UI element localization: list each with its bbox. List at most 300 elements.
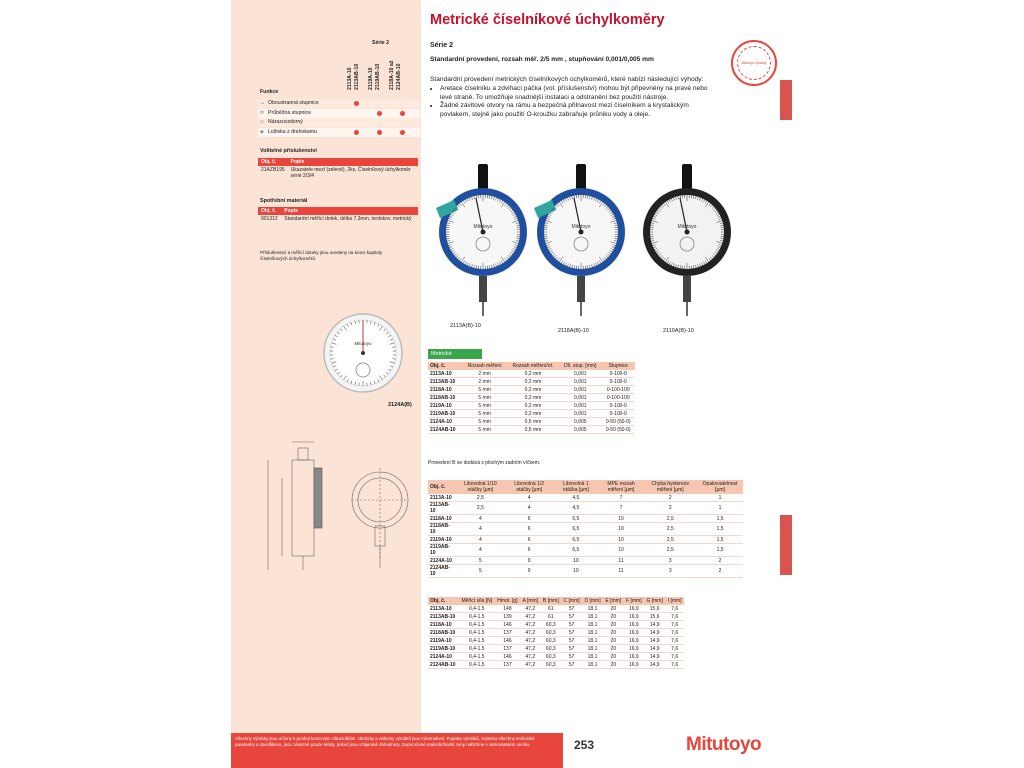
table-row xyxy=(428,653,684,661)
table-cell: 10 xyxy=(599,536,644,544)
table-cell: 9 xyxy=(505,557,553,565)
table-cell: 14,9 xyxy=(644,637,665,645)
table-cell: 5 mm xyxy=(463,386,507,394)
table-cell: 16,9 xyxy=(624,637,644,645)
table-cell: 10 xyxy=(553,557,598,565)
table-cell: 0,4-1,5 xyxy=(459,613,495,621)
table-cell: 14,9 xyxy=(644,629,665,637)
funkce-row xyxy=(258,109,420,118)
table-cell: 2113A-10 xyxy=(428,494,456,502)
photo-caption: 2118A(B)-10 xyxy=(558,328,589,334)
table-header: Stupnice xyxy=(601,362,635,370)
table-cell: 7,6 xyxy=(665,661,684,669)
feature-dot xyxy=(377,111,382,116)
table-cell: 7 xyxy=(599,494,644,502)
table-header: Rozsah měření xyxy=(463,362,507,370)
table-cell: 2 xyxy=(643,494,697,502)
table-cell: 0,2 mm xyxy=(507,386,559,394)
table-cell: 10 xyxy=(599,544,644,557)
table-cell: 7,6 xyxy=(665,637,684,645)
feature-item: • Žádné závitové otvory na rámu a bezpečná přilnavost mezi číselníkem a krystalickým povlakem, stejně jako použití O-kroužku zabraňuje průniku vody a oleje. xyxy=(440,102,720,120)
funkce-label: Ložiska z drahokamu xyxy=(268,128,318,135)
table-cell: 5 mm xyxy=(463,418,507,426)
funkce-label: Oboustranná stupnice xyxy=(268,100,319,106)
obj-cell: 901312 xyxy=(261,216,278,222)
table-cell: 5 mm xyxy=(463,410,507,418)
table-cell: 6 xyxy=(505,536,553,544)
table-cell: 2118A-10 xyxy=(428,386,463,394)
table-cell: 20 xyxy=(603,645,624,653)
table-cell: 0,001 xyxy=(559,410,601,418)
table-cell: 2119A-10 xyxy=(428,402,463,410)
table-cell: 1,5 xyxy=(697,536,743,544)
table-cell: 2113AB-10 xyxy=(428,613,459,621)
table-cell: 18,1 xyxy=(582,637,603,645)
table-cell: 4,5 xyxy=(553,502,598,515)
table-cell: 47,2 xyxy=(520,661,540,669)
table-cell: 57 xyxy=(561,629,582,637)
dimensions-table xyxy=(428,597,684,669)
col-obj-header: Obj. č. xyxy=(258,207,281,215)
table-cell: 2119AB-10 xyxy=(428,645,459,653)
table-cell: 47,2 xyxy=(520,613,540,621)
table-cell: 20 xyxy=(603,661,624,669)
table-cell: 5 mm xyxy=(463,402,507,410)
table-cell: 2,5 xyxy=(643,523,697,536)
dimension-drawing xyxy=(262,438,412,578)
table-cell: 2119AB-10 xyxy=(428,544,456,557)
table-cell: 20 xyxy=(603,637,624,645)
table-header: F [mm] xyxy=(624,597,644,605)
funkce-row xyxy=(258,118,420,127)
table-cell: 60,3 xyxy=(540,653,561,661)
table-cell: 2124AB-10 xyxy=(428,565,456,578)
table-cell: 1,5 xyxy=(697,544,743,557)
table-cell: 0,4-1,5 xyxy=(459,661,495,669)
model-col-header: 2119A-10 2119AB-10 xyxy=(368,63,381,90)
table-cell: 18,1 xyxy=(582,661,603,669)
table-row xyxy=(258,215,418,223)
table-cell: 18,1 xyxy=(582,621,603,629)
table-cell: 0-100-0 xyxy=(601,378,635,386)
table-cell: 0,4-1,5 xyxy=(459,621,495,629)
left-series-header: Série 2 xyxy=(372,40,390,46)
table-cell: 0,4-1,5 xyxy=(459,645,495,653)
table-cell: 6 xyxy=(505,515,553,523)
table-cell: 10 xyxy=(553,565,598,578)
table-cell: 2119A-10 xyxy=(428,637,459,645)
model-col-header: 2113A-10 2113AB-10 xyxy=(347,63,360,90)
table-row xyxy=(428,613,684,621)
table-cell: 2118AB-10 xyxy=(428,523,456,536)
table-row xyxy=(428,565,743,578)
table-cell: 7,6 xyxy=(665,621,684,629)
table-row xyxy=(258,166,418,180)
table-cell: 0-50 (50-0) xyxy=(601,418,635,426)
table-cell: 4,5 xyxy=(553,494,598,502)
table-row xyxy=(428,502,743,515)
table-cell: 60,3 xyxy=(540,661,561,669)
table-cell: 18,1 xyxy=(582,613,603,621)
table-header: G [mm] xyxy=(644,597,665,605)
table-cell: 2113A-10 xyxy=(428,605,459,613)
table-row xyxy=(428,544,743,557)
feature-dot xyxy=(400,111,405,116)
table-cell: 4 xyxy=(456,523,506,536)
table-cell: 146 xyxy=(495,621,520,629)
col-popis-header: Popis xyxy=(281,207,418,215)
table-cell: 0-100-0 xyxy=(601,402,635,410)
table-cell: 148 xyxy=(495,605,520,613)
table-header: C [mm] xyxy=(561,597,582,605)
table-cell: 57 xyxy=(561,605,582,613)
table-cell: 47,2 xyxy=(520,637,540,645)
feature-dot xyxy=(377,130,382,135)
accuracy-table xyxy=(428,480,743,578)
table-cell: 4 xyxy=(456,536,506,544)
table-row xyxy=(428,418,635,426)
feature-list xyxy=(430,85,720,120)
table-cell: 7,6 xyxy=(665,613,684,621)
feature-item: • Aretace číselníku a zdvihací páčka (vol. příslušenství) mohou být připevněny na pravé nebo levé straně. To umožňuje snadnější instalaci a odstranění bez použití nástroje. xyxy=(440,85,720,103)
table-cell: 20 xyxy=(603,653,624,661)
table-cell: 9 xyxy=(505,565,553,578)
table-cell: 7,6 xyxy=(665,629,684,637)
feature-icon: ◈ xyxy=(260,128,264,135)
table-header: B [mm] xyxy=(540,597,561,605)
table-cell: 2118A-10 xyxy=(428,515,456,523)
table-cell: 5 mm xyxy=(463,426,507,434)
table-cell: 57 xyxy=(561,621,582,629)
table-header: I [mm] xyxy=(665,597,684,605)
table-cell: 0,5 mm xyxy=(507,418,559,426)
table-cell: 0,001 xyxy=(559,386,601,394)
table-header: Libovolná 1 otáčka [µm] xyxy=(553,480,598,494)
table-cell: 18,1 xyxy=(582,629,603,637)
table-cell: 2 mm xyxy=(463,378,507,386)
gauge-caption: 2124A(B) xyxy=(388,402,412,408)
intro-paragraph: Standardní provedení metrických číselníkových úchylkoměrů, které nabízí následující výhody: xyxy=(430,76,704,83)
table-cell: 18,1 xyxy=(582,645,603,653)
volitelne-table xyxy=(258,158,418,180)
table-cell: 1,5 xyxy=(697,523,743,536)
col-popis-header: Popis xyxy=(288,158,418,166)
table-row xyxy=(428,629,684,637)
footer-disclaimer: Všechny výrobky jsou určeny k prodeji koncovým zákazníkům. Obrázky a nákresy výrobků jsou informativní. Popisky výrobků, zejména všechny technické parametry a specifikace, jsou závazné pouze tehdy, pokud jsou vzájemně dohodnuty. Doporučené maloobchodní ceny nabízíme v samostatném ceníku. xyxy=(235,736,535,747)
table-cell: 2119A-10 xyxy=(428,536,456,544)
table-cell: 16,9 xyxy=(624,645,644,653)
table-cell: 15,6 xyxy=(644,605,665,613)
table-cell: 14,9 xyxy=(644,621,665,629)
svg-text:Mitutoyo: Mitutoyo xyxy=(473,224,493,230)
table-cell: 1 xyxy=(697,494,743,502)
volitelne-title: Volitelné příslušenství xyxy=(260,148,317,154)
table-cell: 10 xyxy=(599,515,644,523)
table-header: Opakovatelnost [µm] xyxy=(697,480,743,494)
funkce-label: Průběžná stupnice xyxy=(268,109,311,116)
table-cell: 6,5 xyxy=(553,536,598,544)
table-cell: 2,5 xyxy=(643,515,697,523)
table-cell: 16,9 xyxy=(624,661,644,669)
table-header: Libovolná 1/2 otáčky [µm] xyxy=(505,480,553,494)
table-cell: 6,5 xyxy=(553,523,598,536)
table-cell: 2,5 xyxy=(643,536,697,544)
quality-seal-text: Mitutoyo Quality xyxy=(737,46,771,80)
table-header: Měřicí síla [N] xyxy=(459,597,495,605)
table-cell: 2 xyxy=(697,565,743,578)
table-cell: 7 xyxy=(599,502,644,515)
table-cell: 57 xyxy=(561,613,582,621)
table-row xyxy=(428,557,743,565)
quality-seal xyxy=(731,40,777,86)
table-cell: 5 mm xyxy=(463,394,507,402)
table-cell: 0,001 xyxy=(559,370,601,378)
photo-caption: 2119A(B)-10 xyxy=(663,328,694,334)
table-row xyxy=(428,386,635,394)
table-cell: 57 xyxy=(561,637,582,645)
table-cell: 4 xyxy=(456,544,506,557)
table-cell: 47,2 xyxy=(520,653,540,661)
funkce-row xyxy=(258,128,420,137)
funkce-label: Nárazuvzdorný xyxy=(268,119,303,126)
table-header: MPE rozsah měření [µm] xyxy=(599,480,644,494)
table-cell: 2118AB-10 xyxy=(428,629,459,637)
feature-icon: ◇ xyxy=(260,119,264,126)
table-cell: 0-100-100 xyxy=(601,394,635,402)
table-row xyxy=(428,621,684,629)
svg-text:Mitutoyo: Mitutoyo xyxy=(571,224,591,230)
table-cell: 4 xyxy=(456,515,506,523)
popis-cell: Ukazatele mezí (zelené), 2ks, Číselníkový úchylkoměr série 2/3/4 xyxy=(290,167,411,179)
table-cell: 146 xyxy=(495,637,520,645)
table-row xyxy=(428,661,684,669)
table-row xyxy=(428,402,635,410)
table-cell: 1,5 xyxy=(697,515,743,523)
table-row xyxy=(428,410,635,418)
page-title: Metrické číselníkové úchylkoměry xyxy=(430,12,665,28)
table-row xyxy=(428,523,743,536)
table-cell: 2124A-10 xyxy=(428,418,463,426)
feature-dot xyxy=(400,130,405,135)
table-cell: 0,4-1,5 xyxy=(459,629,495,637)
table-header: Obj. č. xyxy=(428,480,456,494)
table-cell: 11 xyxy=(599,565,644,578)
table-cell: 0,001 xyxy=(559,378,601,386)
table-header: Díl. stup. [mm] xyxy=(559,362,601,370)
table-cell: 60,3 xyxy=(540,637,561,645)
brand-logo: Mitutoyo xyxy=(686,734,762,755)
table-row xyxy=(428,536,743,544)
table-cell: 4 xyxy=(505,502,553,515)
popis-cell: Standardní měřicí dotek, délka 7,3mm, tvrdokov, metrický xyxy=(284,216,412,222)
feature-dot xyxy=(354,130,359,135)
table-cell: 0,5 mm xyxy=(507,426,559,434)
table-cell: 16,9 xyxy=(624,621,644,629)
table-cell: 146 xyxy=(495,653,520,661)
gauge-photo xyxy=(636,160,742,320)
table-cell: 2119AB-10 xyxy=(428,410,463,418)
table-cell: 20 xyxy=(603,613,624,621)
table-cell: 47,2 xyxy=(520,621,540,629)
table-cell: 6,5 xyxy=(553,544,598,557)
table-cell: 2 xyxy=(697,557,743,565)
table-row xyxy=(428,378,635,386)
table-header: Obj. č. xyxy=(428,597,459,605)
table-cell: 16,9 xyxy=(624,629,644,637)
subheading: Standardní provedení, rozsah měř. 2/5 mm , stupňování 0,001/0,005 mm xyxy=(430,56,654,63)
table-cell: 0,001 xyxy=(559,394,601,402)
table-cell: 60,3 xyxy=(540,629,561,637)
table-cell: 2124A-10 xyxy=(428,653,459,661)
table-cell: 2124AB-10 xyxy=(428,426,463,434)
table-cell: 11 xyxy=(599,557,644,565)
table-cell: 2113A-10 xyxy=(428,370,463,378)
table-cell: 0,001 xyxy=(559,402,601,410)
table-row xyxy=(428,637,684,645)
table-cell: 61 xyxy=(540,613,561,621)
table-cell: 0,2 mm xyxy=(507,394,559,402)
table-cell: 0,4-1,5 xyxy=(459,637,495,645)
table-cell: 137 xyxy=(495,629,520,637)
table-cell: 16,9 xyxy=(624,605,644,613)
table-cell: 7,6 xyxy=(665,653,684,661)
feature-icon: ⟳ xyxy=(260,109,265,116)
table-cell: 0,005 xyxy=(559,418,601,426)
intro-text xyxy=(430,76,720,120)
spotrebni-title: Spotřební materiál xyxy=(260,198,308,204)
table-row xyxy=(428,394,635,402)
table-cell: 3 xyxy=(643,565,697,578)
table-cell: 16,9 xyxy=(624,613,644,621)
table-cell: 14,9 xyxy=(644,645,665,653)
table-cell: 0,2 mm xyxy=(507,410,559,418)
table-header: Hmot. [g] xyxy=(495,597,520,605)
table-row xyxy=(428,515,743,523)
table-row xyxy=(428,426,635,434)
table-cell: 47,2 xyxy=(520,645,540,653)
table-cell: 47,2 xyxy=(520,605,540,613)
table-cell: 18,1 xyxy=(582,653,603,661)
table-cell: 6 xyxy=(505,523,553,536)
spotrebni-table xyxy=(258,207,418,223)
table-cell: 0-100-0 xyxy=(601,410,635,418)
obj-cell: 21AZB195 xyxy=(261,167,285,173)
chapter-tab-marker xyxy=(780,515,792,575)
svg-text:Mitutoyo: Mitutoyo xyxy=(677,224,697,230)
table-cell: 2113AB-10 xyxy=(428,378,463,386)
table-header: Libovolná 1/10 otáčky [µm] xyxy=(456,480,506,494)
table-cell: 1 xyxy=(697,502,743,515)
table-cell: 7,6 xyxy=(665,645,684,653)
table-cell: 57 xyxy=(561,653,582,661)
table-cell: 2124A-10 xyxy=(428,557,456,565)
table-cell: 57 xyxy=(561,661,582,669)
funkce-label: Funkce xyxy=(260,89,279,95)
table-header: Chyba hystereze měření [µm] xyxy=(643,480,697,494)
table-cell: 0,2 mm xyxy=(507,370,559,378)
series-label: Série 2 xyxy=(430,42,453,49)
table-header: A [mm] xyxy=(520,597,540,605)
table-cell: 60,3 xyxy=(540,645,561,653)
gauge-photo xyxy=(432,160,538,320)
table-cell: 0,4-1,5 xyxy=(459,653,495,661)
table-header: E [mm] xyxy=(603,597,624,605)
table-row xyxy=(428,370,635,378)
gauge-2124-image xyxy=(322,312,404,394)
table-row xyxy=(428,645,684,653)
table-cell: 2 mm xyxy=(463,370,507,378)
table-cell: 0-50 (50-0) xyxy=(601,426,635,434)
table-cell: 6,5 xyxy=(553,515,598,523)
table-cell: 16,9 xyxy=(624,653,644,661)
table-cell: 0-100-100 xyxy=(601,386,635,394)
table-header: Rozsah měření/ot. xyxy=(507,362,559,370)
photo-caption: 2113A(B)-10 xyxy=(450,323,481,329)
table-cell: 61 xyxy=(540,605,561,613)
table-cell: 3 xyxy=(643,557,697,565)
table-cell: 0-100-0 xyxy=(601,370,635,378)
metric-tag: Metrické xyxy=(428,349,482,359)
table-cell: 2113AB-10 xyxy=(428,502,456,515)
table1-note: Provedení B se dodává s plochým zadním víčkem. xyxy=(428,460,541,466)
feature-dot xyxy=(354,101,359,106)
table-cell: 20 xyxy=(603,621,624,629)
funkce-row xyxy=(258,99,420,108)
table-cell: 10 xyxy=(599,523,644,536)
table-header: Obj. č. xyxy=(428,362,463,370)
table-cell: 0,2 mm xyxy=(507,402,559,410)
table-cell: 14,9 xyxy=(644,653,665,661)
table-cell: 7,6 xyxy=(665,605,684,613)
table-cell: 2118AB-10 xyxy=(428,394,463,402)
table-row xyxy=(428,494,743,502)
table-cell: 2,5 xyxy=(643,544,697,557)
ranges-table xyxy=(428,362,635,434)
svg-text:Mitutoyo: Mitutoyo xyxy=(354,341,372,346)
table-cell: 2 xyxy=(643,502,697,515)
model-col-header: 2118A-10 až 2124AB-10 xyxy=(389,60,402,90)
table-cell: 57 xyxy=(561,645,582,653)
table-cell: 2,5 xyxy=(456,502,506,515)
table-cell: 5 xyxy=(456,565,506,578)
table-cell: 2,5 xyxy=(456,494,506,502)
table-cell: 0,005 xyxy=(559,426,601,434)
table-cell: 60,3 xyxy=(540,621,561,629)
col-obj-header: Obj. č. xyxy=(258,158,288,166)
table-cell: 47,2 xyxy=(520,629,540,637)
table-cell: 0,2 mm xyxy=(507,378,559,386)
left-note: Příslušenství a měřicí doteky jsou uvedeny na konci kapitoly číselníkových úchylkoměrů. xyxy=(260,250,383,261)
table-row xyxy=(428,605,684,613)
table-cell: 14,9 xyxy=(644,661,665,669)
table-cell: 6 xyxy=(505,544,553,557)
table-cell: 139 xyxy=(495,613,520,621)
table-cell: 137 xyxy=(495,661,520,669)
table-cell: 4 xyxy=(505,494,553,502)
chapter-tab-marker xyxy=(780,80,792,120)
table-cell: 137 xyxy=(495,645,520,653)
feature-icon: ↔ xyxy=(260,100,266,106)
table-cell: 18,1 xyxy=(582,605,603,613)
table-cell: 0,4-1,5 xyxy=(459,605,495,613)
table-cell: 2124AB-10 xyxy=(428,661,459,669)
page-number: 253 xyxy=(574,738,595,752)
table-cell: 2118A-10 xyxy=(428,621,459,629)
table-cell: 20 xyxy=(603,605,624,613)
table-header: D [mm] xyxy=(582,597,603,605)
table-cell: 5 xyxy=(456,557,506,565)
table-cell: 15,6 xyxy=(644,613,665,621)
